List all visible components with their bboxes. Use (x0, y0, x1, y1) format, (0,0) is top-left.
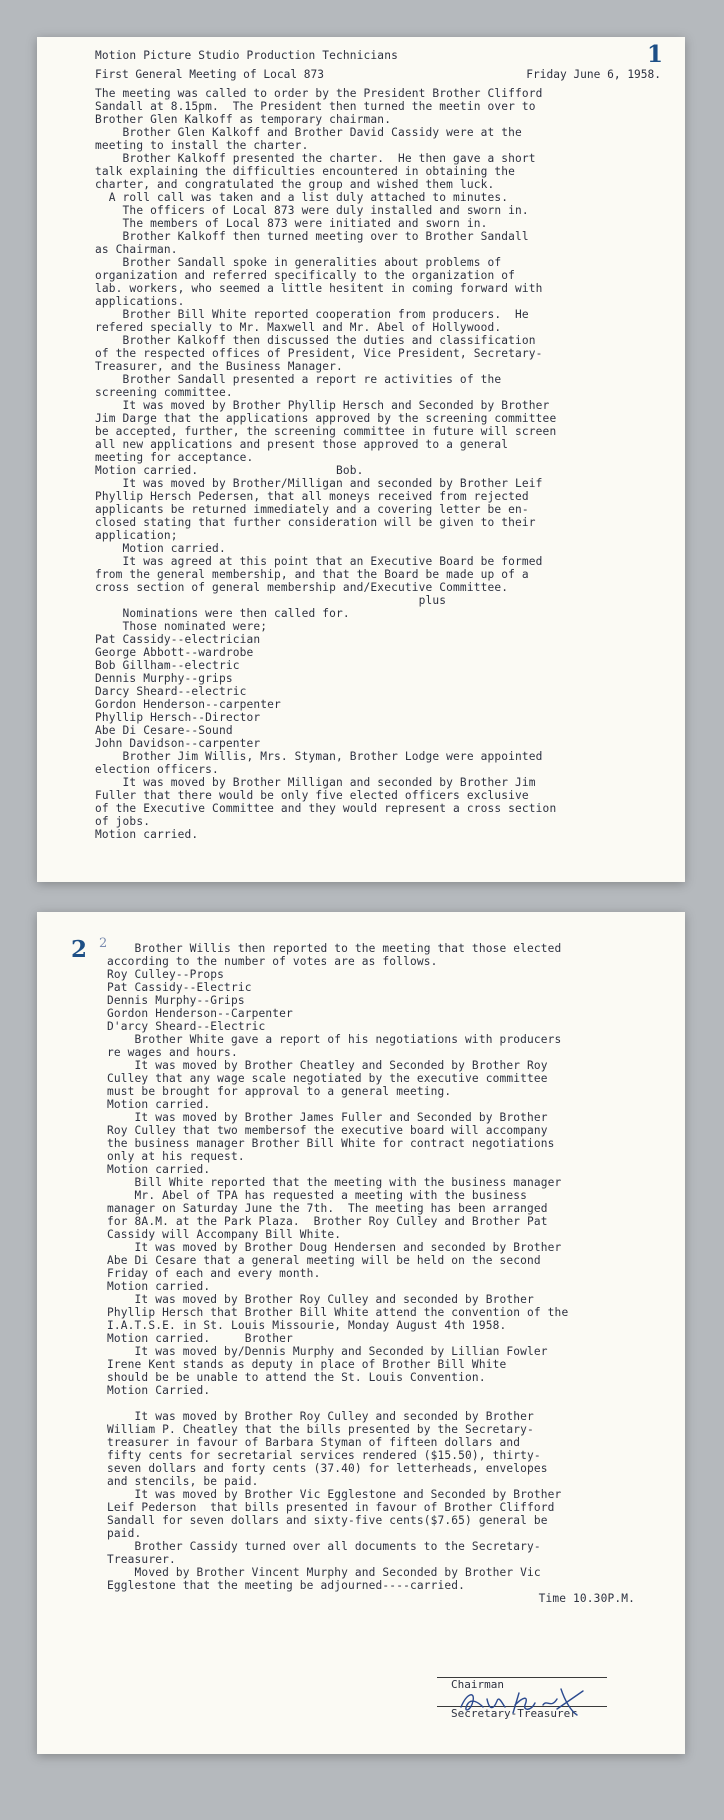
minutes-body (107, 942, 645, 1397)
text-line: organization and referred specifically to the organization of (95, 269, 516, 282)
meeting-header (95, 68, 661, 81)
text-line: Mr. Abel of TPA has requested a meeting with the business (107, 1189, 528, 1202)
text-line: Bob Gillham--electric (95, 659, 240, 672)
text-line: all new applications and present those approved to a general (95, 438, 509, 451)
minutes-body (95, 87, 661, 841)
text-line: manager on Saturday June the 7th. The meeting has been arranged (107, 1202, 548, 1215)
text-line: Cassidy will Accompany Bill White. (107, 1228, 342, 1241)
text-line: Motion carried. (107, 1163, 211, 1176)
text-line: treasurer in favour of Barbara Styman of fifteen dollars and (107, 1436, 521, 1449)
text-line: Phyllip Hersch that Brother Bill White attend the convention of the (107, 1306, 569, 1319)
text-line: application; (95, 529, 178, 542)
text-line: Roy Culley that two membersof the executive board will accompany (107, 1124, 548, 1137)
text-line: and stencils, be paid. (107, 1475, 259, 1488)
text-line: applications. (95, 295, 185, 308)
text-line: It was moved by/Dennis Murphy and Seconded by Lillian Fowler (107, 1345, 548, 1358)
text-line: The members of Local 873 were initiated and sworn in. (95, 217, 488, 230)
page-pencil-mark: 2 (99, 936, 108, 951)
text-line: A roll call was taken and a list duly attached to minutes. (95, 191, 509, 204)
text-line: It was moved by Brother James Fuller and Seconded by Brother (107, 1111, 548, 1124)
text-line: Gordon Henderson--carpenter (95, 698, 281, 711)
text-line: plus (95, 594, 447, 607)
document-page-2 (37, 912, 685, 1754)
text-line: Gordon Henderson--Carpenter (107, 1007, 293, 1020)
text-line: Treasurer, and the Business Manager. (95, 360, 343, 373)
text-line: the business manager Brother Bill White for contract negotiations (107, 1137, 555, 1150)
page-number: 1 (646, 41, 663, 68)
text-line: only at his request. (107, 1150, 245, 1163)
text-line: seven dollars and forty cents (37.40) for letterheads, envelopes (107, 1462, 548, 1475)
text-line: William P. Cheatley that the bills presented by the Secretary- (107, 1423, 534, 1436)
text-line: Motion Carried. (107, 1384, 211, 1397)
text-line: It was moved by Brother/Milligan and seconded by Brother Leif (95, 477, 543, 490)
text-line: should be be unable to attend the St. Louis Convention. (107, 1371, 486, 1384)
text-line: re wages and hours. (107, 1046, 238, 1059)
text-line: Sandall at 8.15pm. The President then turned the meetin over to (95, 100, 536, 113)
text-line: talk explaining the difficulties encountered in obtaining the (95, 165, 516, 178)
text-line: election officers. (95, 763, 219, 776)
text-line: Egglestone that the meeting be adjourned----carried. (107, 1579, 466, 1592)
text-line: It was moved by Brother Phyllip Hersch and Seconded by Brother (95, 399, 550, 412)
text-line: closed stating that further consideration will be given to their (95, 516, 536, 529)
signature-block (437, 1677, 607, 1721)
text-line: Brother Kalkoff then discussed the duties and classification (95, 334, 536, 347)
text-line: fifty cents for secretarial services rendered ($15.50), thirty- (107, 1449, 541, 1462)
text-line: Darcy Sheard--electric (95, 685, 247, 698)
text-line: Brother Sandall presented a report re activities of the (95, 373, 502, 386)
text-line: Motion carried. Brother (107, 1332, 293, 1345)
text-line: for 8A.M. at the Park Plaza. Brother Roy Culley and Brother Pat (107, 1215, 548, 1228)
text-line: Dennis Murphy--Grips (107, 994, 245, 1007)
text-line: Motion carried. Bob. (95, 464, 364, 477)
text-line: It was moved by Brother Doug Hendersen and seconded by Brother (107, 1241, 562, 1254)
text-line: D'arcy Sheard--Electric (107, 1020, 266, 1033)
text-line: of jobs. (95, 815, 151, 828)
text-line: It was moved by Brother Roy Culley and seconded by Brother (107, 1293, 534, 1306)
text-line: Brother Willis then reported to the meeting that those elected (107, 942, 562, 955)
text-line: I.A.T.S.E. in St. Louis Missourie, Monday August 4th 1958. (107, 1319, 507, 1332)
text-line: Motion carried. (107, 1280, 211, 1293)
adjourn-time: Time 10.30P.M. (538, 1592, 635, 1605)
text-line: Treasurer. (107, 1553, 176, 1566)
text-line: Dennis Murphy--grips (95, 672, 233, 685)
text-line: Friday of each and every month. (107, 1267, 321, 1280)
text-line: Roy Culley--Props (107, 968, 225, 981)
text-line: meeting for acceptance. (95, 451, 254, 464)
handwritten-signature (453, 1685, 603, 1719)
text-line: Fuller that there would be only five elected officers exclusive (95, 789, 529, 802)
text-line: It was moved by Brother Milligan and seconded by Brother Jim (95, 776, 536, 789)
text-line: of the Executive Committee and they would represent a cross section (95, 802, 557, 815)
text-line: as Chairman. (95, 243, 178, 256)
text-line: be accepted, further, the screening committee in future will screen (95, 425, 557, 438)
text-line: Culley that any wage scale negotiated by the executive committee (107, 1072, 548, 1085)
document-page-1 (37, 37, 685, 882)
text-line: cross section of general membership and/Executive Committee. (95, 581, 509, 594)
text-line: Motion carried. (95, 828, 199, 841)
minutes-body-continued (107, 1410, 645, 1592)
text-line: George Abbott--wardrobe (95, 646, 254, 659)
secretary-treasurer-label: Secretary-Treasurer (451, 1707, 577, 1720)
text-line: It was agreed at this point that an Executive Board be formed (95, 555, 543, 568)
text-line: Motion carried. (107, 1098, 211, 1111)
text-line: must be brought for approval to a general meeting. (107, 1085, 452, 1098)
text-line: from the general membership, and that the Board be made up of a (95, 568, 529, 581)
text-line: of the respected offices of President, Vice President, Secretary- (95, 347, 543, 360)
chairman-label: Chairman (451, 1678, 504, 1691)
text-line: Irene Kent stands as deputy in place of Brother Bill White (107, 1358, 507, 1371)
text-line: Brother Sandall spoke in generalities about problems of (95, 256, 502, 269)
meeting-title: First General Meeting of Local 873 (95, 68, 325, 81)
text-line: Those nominated were; (95, 620, 268, 633)
text-line: charter, and congratulated the group and wished them luck. (95, 178, 495, 191)
text-line: It was moved by Brother Roy Culley and seconded by Brother (107, 1410, 534, 1423)
text-line: Brother Kalkoff presented the charter. He then gave a short (95, 152, 536, 165)
text-line: Jim Darge that the applications approved by the screening committee (95, 412, 557, 425)
meeting-date: Friday June 6, 1958. (526, 68, 661, 81)
text-line: screening committee. (95, 386, 233, 399)
text-line: Phyllip Hersch--Director (95, 711, 261, 724)
text-line: Brother White gave a report of his negotiations with producers (107, 1033, 562, 1046)
text-line: It was moved by Brother Cheatley and Seconded by Brother Roy (107, 1059, 548, 1072)
text-line: Brother Jim Willis, Mrs. Styman, Brother Lodge were appointed (95, 750, 543, 763)
text-line: Abe Di Cesare that a general meeting will be held on the second (107, 1254, 541, 1267)
text-line: refered specially to Mr. Maxwell and Mr. Abel of Hollywood. (95, 321, 502, 334)
text-line: Pat Cassidy--electrician (95, 633, 261, 646)
text-line: meeting to install the charter. (95, 139, 309, 152)
text-line: The meeting was called to order by the President Brother Clifford (95, 87, 543, 100)
text-line: applicants be returned immediately and a covering letter be en- (95, 503, 529, 516)
text-line: Bill White reported that the meeting with the business manager (107, 1176, 562, 1189)
text-line: Brother Kalkoff then turned meeting over to Brother Sandall (95, 230, 529, 243)
text-line: paid. (107, 1527, 142, 1540)
text-line: Sandall for seven dollars and sixty-five cents($7.65) general be (107, 1514, 548, 1527)
page-number: 2 (71, 936, 88, 963)
text-line: Leif Pederson that bills presented in favour of Brother Clifford (107, 1501, 555, 1514)
text-line: Nominations were then called for. (95, 607, 350, 620)
text-line: John Davidson--carpenter (95, 737, 261, 750)
text-line: It was moved by Brother Vic Egglestone and Seconded by Brother (107, 1488, 562, 1501)
text-line: Abe Di Cesare--Sound (95, 724, 233, 737)
text-line: according to the number of votes are as follows. (107, 955, 438, 968)
text-line: Brother Bill White reported cooperation from producers. He (95, 308, 529, 321)
text-line: Phyllip Hersch Pedersen, that all moneys received from rejected (95, 490, 529, 503)
text-line: The officers of Local 873 were duly installed and sworn in. (95, 204, 529, 217)
text-line: Moved by Brother Vincent Murphy and Seconded by Brother Vic (107, 1566, 541, 1579)
text-line: Brother Cassidy turned over all documents to the Secretary- (107, 1540, 541, 1553)
text-line: Pat Cassidy--Electric (107, 981, 252, 994)
text-line: Motion carried. (95, 542, 226, 555)
text-line: lab. workers, who seemed a little hesitent in coming forward with (95, 282, 543, 295)
text-line: Brother Glen Kalkoff as temporary chairman. (95, 113, 392, 126)
text-line: Brother Glen Kalkoff and Brother David Cassidy were at the (95, 126, 522, 139)
document-title: Motion Picture Studio Production Technicians (95, 49, 398, 62)
